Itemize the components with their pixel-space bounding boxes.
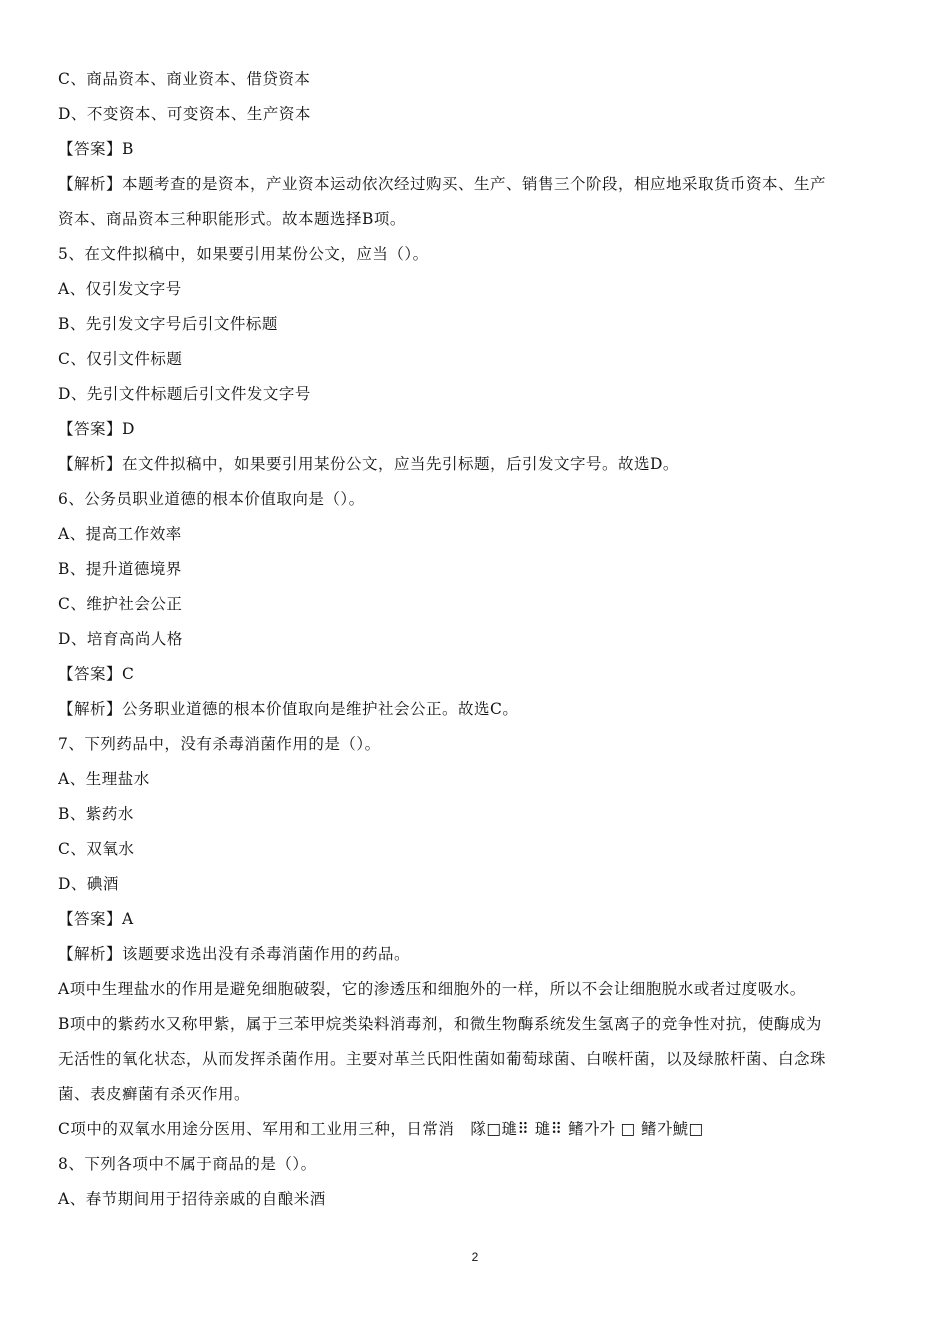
explanation-line: B项中的紫药水又称甲紫，属于三苯甲烷类染料消毒剂，和微生物酶系统发生氢离子的竞争性对抗，使酶成为 — [58, 1015, 822, 1033]
explanation-line: A项中生理盐水的作用是避免细胞破裂，它的渗透压和细胞外的一样，所以不会让细胞脱水或者过度吸水。 — [58, 980, 806, 998]
option-line: D、碘酒 — [58, 875, 119, 893]
explanation-line: 【解析】本题考查的是资本，产业资本运动依次经过购买、生产、销售三个阶段，相应地采取货币资本、生产 — [58, 175, 827, 193]
explanation-line: 【解析】公务职业道德的根本价值取向是维护社会公正。故选C。 — [58, 700, 519, 718]
option-line: A、春节期间用于招待亲戚的自酿米酒 — [58, 1190, 326, 1208]
page-content — [58, 62, 898, 1217]
question-line: 7、下列药品中，没有杀毒消菌作用的是（）。 — [58, 735, 381, 753]
option-line: B、紫药水 — [58, 805, 134, 823]
page-number: 2 — [471, 1250, 479, 1264]
explanation-line: 资本、商品资本三种职能形式。故本题选择B项。 — [58, 210, 406, 228]
option-line: C、商品资本、商业资本、借贷资本 — [58, 70, 311, 88]
option-line: C、双氧水 — [58, 840, 135, 858]
explanation-line: 【解析】在文件拟稿中，如果要引用某份公文，应当先引标题，后引发文字号。故选D。 — [58, 455, 679, 473]
option-line: C、维护社会公正 — [58, 595, 183, 613]
question-line: 8、下列各项中不属于商品的是（）。 — [58, 1155, 317, 1173]
option-line: B、先引发文字号后引文件标题 — [58, 315, 278, 333]
answer-line: 【答案】A — [58, 910, 134, 928]
question-line: 5、在文件拟稿中，如果要引用某份公文，应当（）。 — [58, 245, 429, 263]
answer-line: 【答案】B — [58, 140, 134, 158]
option-line: A、生理盐水 — [58, 770, 150, 788]
explanation-line: 无活性的氧化状态，从而发挥杀菌作用。主要对革兰氏阳性菌如葡萄球菌、白喉杆菌，以及绿脓杆菌、白念珠 — [58, 1050, 827, 1068]
answer-line: 【答案】D — [58, 420, 135, 438]
explanation-line: 菌、表皮癣菌有杀灭作用。 — [58, 1085, 251, 1103]
option-line: C、仅引文件标题 — [58, 350, 183, 368]
option-line: B、提升道德境界 — [58, 560, 182, 578]
explanation-line: 【解析】该题要求选出没有杀毒消菌作用的药品。 — [58, 945, 411, 963]
option-line: D、不变资本、可变资本、生产资本 — [58, 105, 311, 123]
explanation-line: C项中的双氧水用途分医用、军用和工业用三种，日常消 隊□璡⠿ 璡⠿ 鳍가가 □ 鳍가鯱□ — [58, 1120, 704, 1138]
answer-line: 【答案】C — [58, 665, 135, 683]
option-line: D、培育高尚人格 — [58, 630, 183, 648]
option-line: A、仅引发文字号 — [58, 280, 182, 298]
option-line: A、提高工作效率 — [58, 525, 182, 543]
option-line: D、先引文件标题后引文件发文字号 — [58, 385, 311, 403]
question-line: 6、公务员职业道德的根本价值取向是（）。 — [58, 490, 365, 508]
